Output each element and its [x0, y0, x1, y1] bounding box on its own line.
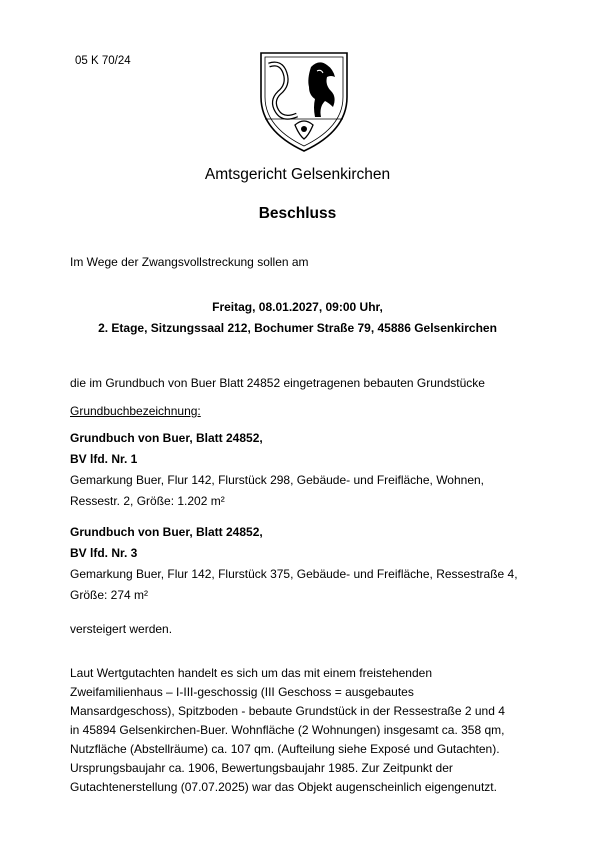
section-heading: Grundbuchbezeichnung:	[70, 404, 201, 418]
document-title: Beschluss	[258, 205, 337, 222]
entry-book: Grundbuch von Buer, Blatt 24852,	[70, 525, 263, 539]
valuation-line: Gutachtenerstellung (07.07.2025) war das Objekt augenscheinlich eigengenutzt.	[70, 780, 497, 794]
land-register-entry	[70, 428, 484, 512]
entry-bv-number: BV lfd. Nr. 1	[70, 452, 138, 466]
valuation-paragraph	[70, 664, 505, 797]
auction-text: versteigert werden.	[70, 622, 173, 636]
appointment-date-time: Freitag, 08.01.2027, 09:00 Uhr,	[212, 300, 383, 314]
entry-book: Grundbuch von Buer, Blatt 24852,	[70, 431, 263, 445]
appointment-location: 2. Etage, Sitzungssaal 212, Bochumer Straße 79, 45886 Gelsenkirchen	[98, 321, 497, 335]
valuation-line: in 45894 Gelsenkirchen-Buer. Wohnfläche (2 Wohnungen) insgesamt ca. 358 qm,	[70, 723, 505, 737]
valuation-line: Zweifamilienhaus – I-III-geschossig (III Geschoss = ausgebautes	[70, 685, 414, 699]
valuation-line: Mansardgeschoss), Spitzboden - bebaute Grundstück in der Ressestraße 2 und 4	[70, 704, 505, 718]
intro-text: Im Wege der Zwangsvollstreckung sollen am	[70, 255, 309, 269]
entry-description: Ressestr. 2, Größe: 1.202 m²	[70, 494, 225, 508]
court-name: Amtsgericht Gelsenkirchen	[204, 166, 391, 183]
land-register-entry	[70, 522, 518, 606]
property-intro: die im Grundbuch von Buer Blatt 24852 eingetragenen bebauten Grundstücke	[70, 376, 485, 390]
entry-description: Größe: 274 m²	[70, 588, 149, 602]
entry-bv-number: BV lfd. Nr. 3	[70, 546, 138, 560]
entry-description: Gemarkung Buer, Flur 142, Flurstück 298, Gebäude- und Freifläche, Wohnen,	[70, 473, 484, 487]
entry-description: Gemarkung Buer, Flur 142, Flurstück 375, Gebäude- und Freifläche, Ressestraße 4,	[70, 567, 518, 581]
valuation-line: Ursprungsbaujahr ca. 1906, Bewertungsbaujahr 1985. Zur Zeitpunkt der	[70, 761, 453, 775]
file-number: 05 K 70/24	[75, 55, 131, 67]
valuation-line: Laut Wertgutachten handelt es sich um das mit einem freistehenden	[70, 666, 432, 680]
valuation-line: Nutzfläche (Abstellräume) ca. 107 qm. (Aufteilung siehe Exposé und Gutachten).	[70, 742, 500, 756]
coat-of-arms-icon	[255, 45, 353, 155]
